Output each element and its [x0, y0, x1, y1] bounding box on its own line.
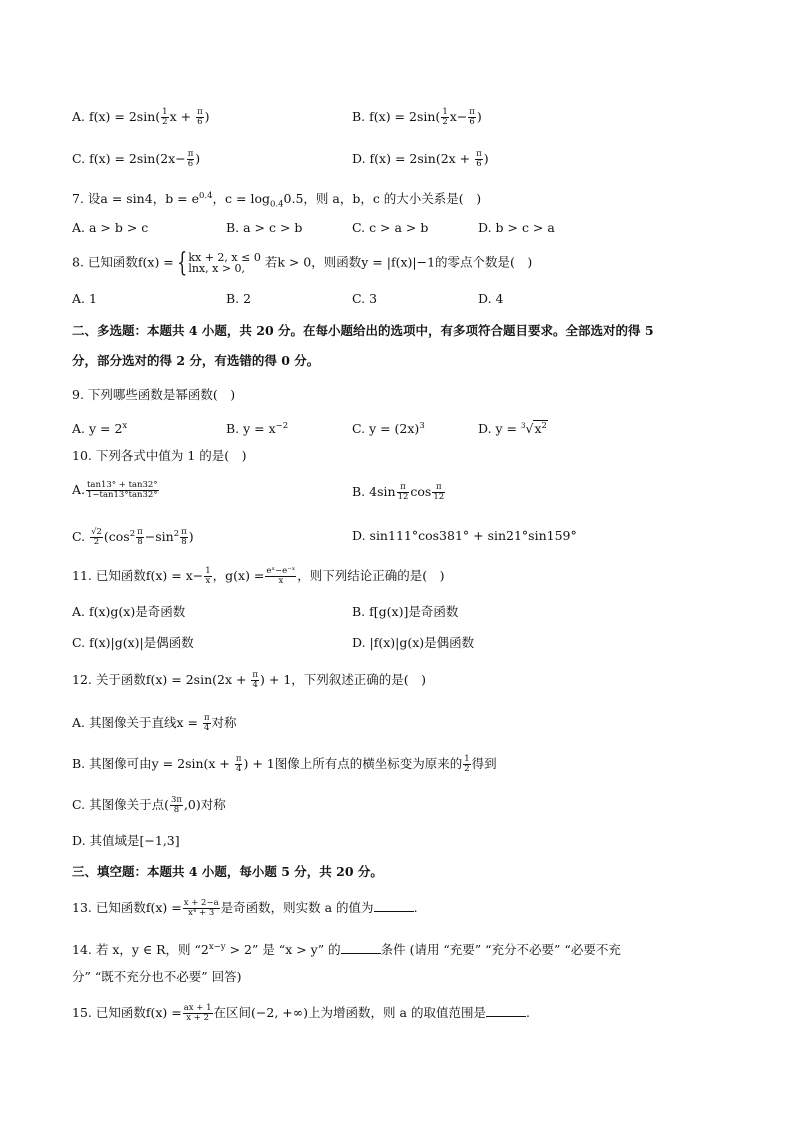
fraction: $\frac{\pi}{8}$: [137, 527, 143, 548]
q7-stem: 7. 设a = sin4，$b = e^{0.4}$，$c = \log_{0.4}0.5$，则 a，b，c 的大小关系是( ): [72, 191, 482, 210]
q6-option-b: B. f(x) = 2sin( $\frac{1}{2}$ x− $\frac{\pi}{6}$ ): [352, 107, 482, 127]
fraction: $\frac{\pi}{12}$: [433, 482, 445, 502]
fraction: $\frac{\pi}{4}$: [252, 670, 259, 690]
fraction: $\frac{\pi}{12}$: [397, 482, 409, 502]
q10-option-b: B. 4sin $\frac{\pi}{12}$ cos $\frac{\pi}{12}$: [352, 482, 445, 502]
fraction: $\frac{\pi}{6}$: [197, 107, 203, 127]
q10-option-a: A. $\frac{\tan 13^\circ + \tan 32^\circ}{1-\tan 13^\circ\tan 32^\circ}$: [72, 480, 158, 500]
brace-symbol: {: [177, 248, 188, 278]
q6-option-a: A. f(x) = 2sin( $\frac{1}{2}$ x + $\frac{\pi}{6}$ ): [72, 107, 210, 127]
q8-option-c: C. 3: [352, 291, 378, 306]
q12-option-b: B. 其图像可由y = 2sin(x + $\frac{\pi}{4}$ ) + 1图像上所有点的横坐标变为原来的 $\frac{1}{2}$ 得到: [72, 754, 497, 774]
fraction: $\frac{√2}{2}$: [91, 527, 102, 548]
q8-option-a: A. 1: [72, 291, 97, 306]
piecewise-cases: kx + 2, x ≤ 0 lnx, x > 0,: [188, 251, 261, 275]
q9-option-d: D. $y = ^3√x^2$: [478, 421, 547, 437]
q12-option-d: D. 其值域是[−1,3]: [72, 833, 180, 848]
q15-stem: 15. 已知函数f(x) = $\frac{ax + 1}{x + 2}$ 在区间(−2, +∞)上为增函数，则 a 的取值范围是 .: [72, 1003, 530, 1023]
q9-option-a: A. $y = 2^x$: [72, 421, 128, 437]
q6-option-d: D. f(x) = 2sin(2x + $\frac{\pi}{6}$ ): [352, 149, 489, 169]
section-heading-fill-in: 三、填空题：本题共 4 小题，每小题 5 分，共 20 分。: [72, 864, 383, 879]
q7-option-d: D. b > c > a: [478, 220, 555, 235]
fraction: $\frac{1}{2}$: [464, 754, 470, 774]
q8-stem: 8. 已知函数f(x) = { kx + 2, x ≤ 0 lnx, x > 0, 若k > 0，则函数y = |f(x)|−1的零点个数是( ): [72, 248, 533, 278]
fraction: $\frac{\pi}{4}$: [235, 754, 242, 774]
q13-stem: 13. 已知函数f(x) = $\frac{x + 2-a}{\text{x⁴ + 3}}$ 是奇函数，则实数 a 的值为 .: [72, 898, 418, 918]
radical: $x^2$: [534, 421, 547, 437]
fraction: $\frac{\text{eˣ−e⁻ˣ}}{x}$: [266, 566, 296, 586]
q10-stem: 10. 下列各式中值为 1 的是( ): [72, 448, 247, 463]
q12-stem: 12. 关于函数f(x) = 2sin(2x + $\frac{\pi}{4}$ ) + 1，下列叙述正确的是( ): [72, 670, 427, 690]
fraction: $\frac{3\pi}{8}$: [170, 795, 182, 815]
fraction: $\frac{\pi}{8}$: [181, 527, 187, 548]
q12-option-a: A. 其图像关于直线x = $\frac{\pi}{4}$ 对称: [72, 713, 237, 733]
q7-option-b: B. a > c > b: [226, 220, 303, 235]
answer-blank: [341, 941, 381, 954]
q8-option-d: D. 4: [478, 291, 504, 306]
q6-option-c: C. f(x) = 2sin(2x− $\frac{\pi}{6}$ ): [72, 149, 201, 169]
q12-option-c: C. 其图像关于点( $\frac{3\pi}{8}$ ,0)对称: [72, 795, 226, 815]
q14-line2: 分” “既不充分也不必要” 回答): [72, 969, 242, 984]
q10-option-c: C. $\frac{√2}{2}$ ($\cos^2$ $\frac{\pi}{8}$ $-\sin^2$ $\frac{\pi}{8}$ ): [72, 527, 194, 548]
q7-option-a: A. a > b > c: [72, 220, 149, 235]
q10-option-d: D. sin111°cos381° + sin21°sin159°: [352, 528, 577, 543]
fraction: $\frac{ax + 1}{x + 2}$: [183, 1003, 212, 1023]
q8-option-b: B. 2: [226, 291, 252, 306]
fraction: $\frac{\pi}{6}$: [187, 149, 194, 169]
fraction: $\frac{\pi}{6}$: [476, 149, 482, 169]
q7-option-c: C. c > a > b: [352, 220, 429, 235]
q9-stem: 9. 下列哪些函数是幂函数( ): [72, 387, 236, 402]
fraction: $\frac{x + 2-a}{\text{x⁴ + 3}}$: [183, 898, 219, 918]
q11-option-b: B. f[g(x)]是奇函数: [352, 604, 459, 619]
q11-option-d: D. |f(x)|g(x)是偶函数: [352, 635, 475, 650]
q11-stem: 11. 已知函数f(x) = x− $\frac{1}{x}$ ，g(x) = $\frac{\text{eˣ−e⁻ˣ}}{x}$ ，则下列结论正确的是( ): [72, 566, 445, 586]
answer-blank: [374, 899, 414, 912]
fraction: $\frac{\tan 13^\circ + \tan 32^\circ}{1-\tan 13^\circ\tan 32^\circ}$: [87, 480, 158, 500]
q11-option-a: A. f(x)g(x)是奇函数: [72, 604, 186, 619]
fraction: $\frac{\pi}{6}$: [469, 107, 475, 127]
q9-option-b: B. $y = x^{-2}$: [226, 421, 289, 437]
section-heading-multiple-choice: 二、多选题：本题共 4 小题，共 20 分。在每小题给出的选项中，有多项符合题目要求。全部选对的得 5 分，部分选对的得 2 分，有选错的得 0 分。: [72, 323, 654, 368]
q14-line1: 14. 若 x，y ∈ R，则 “$2^{x-y} > 2$” 是 “x > y” 的 条件 (请用 “充要” “充分不必要” “必要不充: [72, 942, 621, 958]
fraction: $\frac{1}{x}$: [205, 566, 211, 586]
fraction: $\frac{\pi}{4}$: [203, 713, 210, 733]
fraction: $\frac{1}{2}$: [162, 107, 168, 127]
fraction: $\frac{1}{2}$: [442, 107, 448, 127]
answer-blank: [486, 1004, 526, 1017]
q11-option-c: C. f(x)|g(x)|是偶函数: [72, 635, 194, 650]
q9-option-c: C. $y = (2x)^3$: [352, 421, 425, 437]
